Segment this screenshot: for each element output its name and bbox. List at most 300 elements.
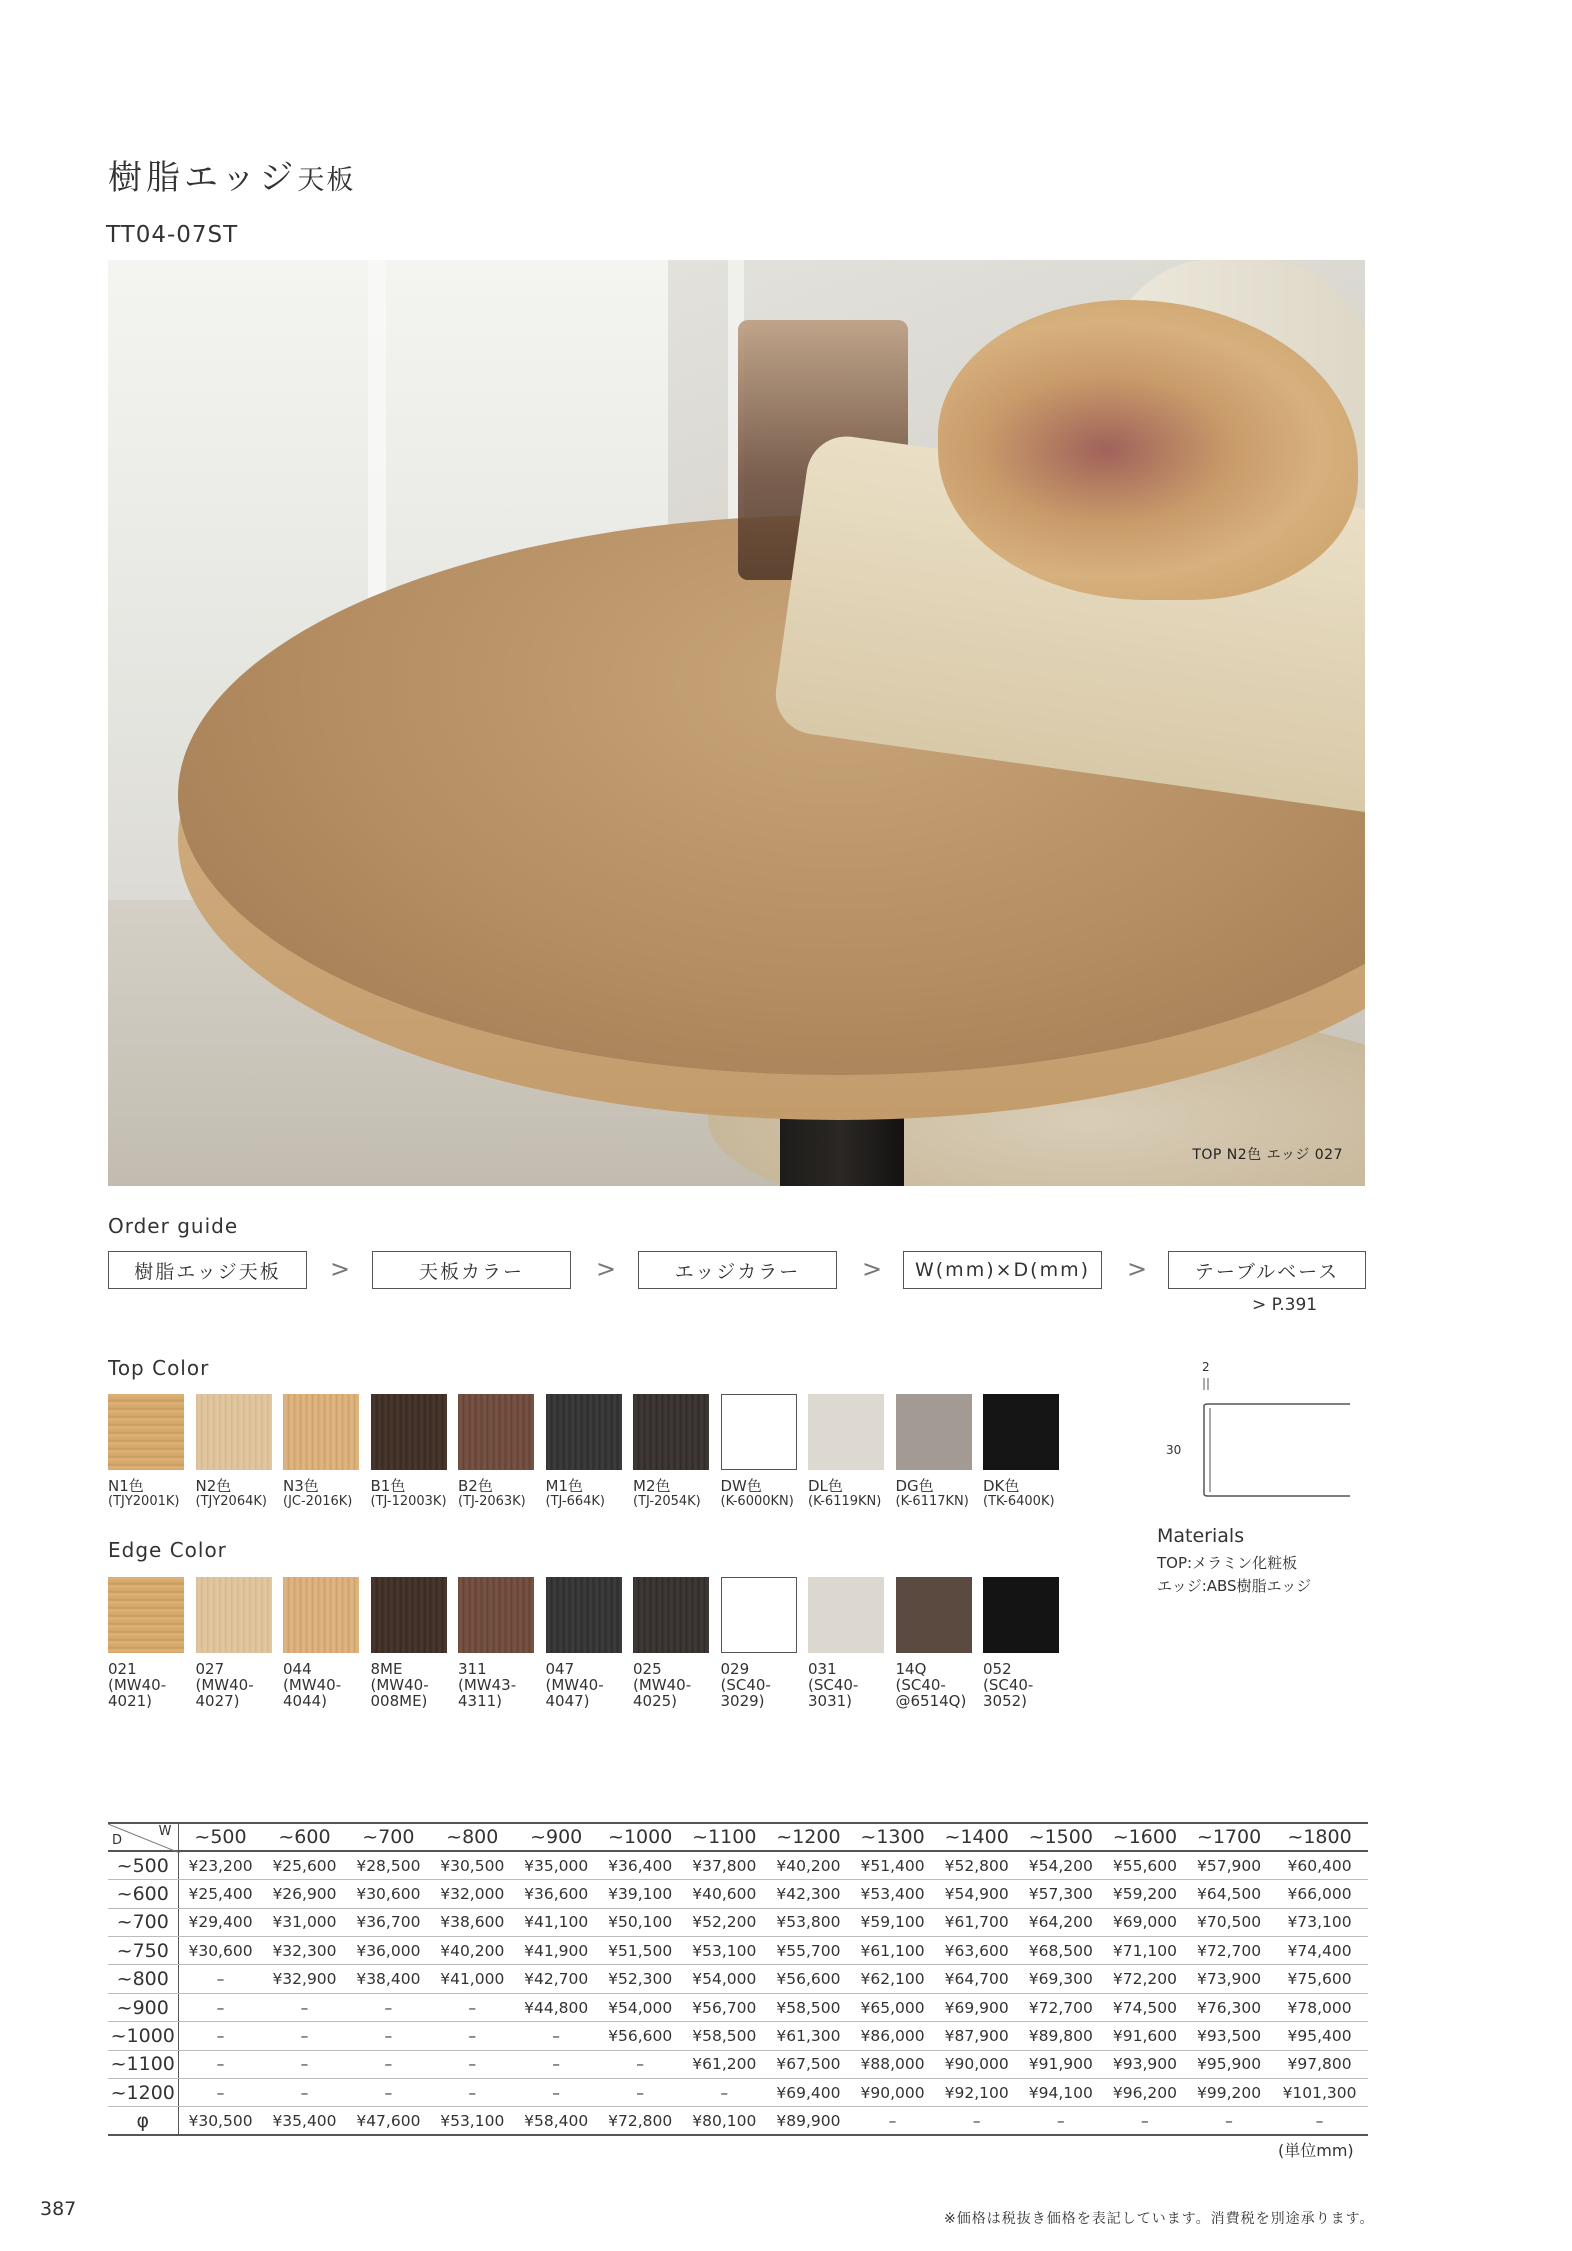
price-cell: ¥74,400 xyxy=(1271,1937,1368,1965)
column-header: ~1700 xyxy=(1187,1823,1271,1851)
row-header: ~1000 xyxy=(108,2022,178,2050)
price-cell: ¥91,600 xyxy=(1103,2022,1187,2050)
top-color-label-code: (TJ-2054K) xyxy=(633,1494,701,1509)
materials-top: TOP:メラミン化粧板 xyxy=(1157,1554,1298,1572)
price-cell: ¥35,000 xyxy=(514,1851,598,1879)
price-cell: ¥26,900 xyxy=(263,1880,347,1908)
row-header: ~1200 xyxy=(108,2079,178,2107)
title-main: 樹脂エッジ xyxy=(108,158,298,198)
price-cell: ¥70,500 xyxy=(1187,1908,1271,1936)
top-color-label-name: DG色 xyxy=(895,1477,934,1495)
price-cell: – xyxy=(346,2079,430,2107)
table-row xyxy=(108,1880,1368,1908)
price-cell: ¥44,800 xyxy=(514,1993,598,2021)
price-cell: ¥89,900 xyxy=(766,2107,850,2135)
edge-color-swatch xyxy=(283,1577,359,1653)
top-color-label-code: (K-6000KN) xyxy=(720,1494,794,1509)
top-color-label xyxy=(371,1478,461,1510)
price-cell: – xyxy=(1187,2107,1271,2135)
price-cell: ¥80,100 xyxy=(682,2107,766,2135)
edge-profile-diagram xyxy=(1160,1360,1360,1510)
price-cell: – xyxy=(263,2050,347,2078)
top-color-label-name: M1色 xyxy=(545,1477,583,1495)
edge-color-label-l2: (MW43- xyxy=(458,1676,517,1694)
tax-footnote: ※価格は税抜き価格を表記しています。消費税を別途承ります。 xyxy=(944,2211,1375,2227)
table-row xyxy=(108,1993,1368,2021)
price-cell: ¥58,400 xyxy=(514,2107,598,2135)
price-cell: ¥101,300 xyxy=(1271,2079,1368,2107)
top-color-label-code: (K-6119KN) xyxy=(808,1494,882,1509)
edge-color-label-l1: 031 xyxy=(808,1660,837,1678)
price-cell: ¥95,400 xyxy=(1271,2022,1368,2050)
order-guide-title: Order guide xyxy=(108,1214,239,1238)
price-cell: ¥69,400 xyxy=(766,2079,850,2107)
edge-color-label-l3: 4025) xyxy=(633,1692,678,1710)
page-title xyxy=(108,150,355,199)
edge-color-label-l1: 027 xyxy=(195,1660,225,1678)
edge-color-label-l3: 3052) xyxy=(983,1692,1028,1710)
column-header: ~1500 xyxy=(1019,1823,1103,1851)
price-cell: ¥53,100 xyxy=(682,1937,766,1965)
price-cell: ¥96,200 xyxy=(1103,2079,1187,2107)
price-cell: ¥35,400 xyxy=(263,2107,347,2135)
table-row xyxy=(108,2079,1368,2107)
chevron-right-icon: > xyxy=(1127,1255,1148,1283)
edge-color-label-l3: 4047) xyxy=(545,1692,590,1710)
price-cell: ¥28,500 xyxy=(346,1851,430,1879)
corner-d-label: D xyxy=(112,1833,123,1849)
column-header: ~1600 xyxy=(1103,1823,1187,1851)
table-row xyxy=(108,2022,1368,2050)
row-header: ~600 xyxy=(108,1880,178,1908)
column-header: ~600 xyxy=(263,1823,347,1851)
top-color-label-code: (TJY2001K) xyxy=(108,1494,180,1509)
price-table-header xyxy=(108,1823,1368,1851)
edge-color-swatch xyxy=(721,1577,797,1653)
edge-color-label-l3: 4021) xyxy=(108,1692,153,1710)
edge-color-swatch xyxy=(896,1577,972,1653)
top-color-label xyxy=(896,1478,986,1510)
price-cell: ¥42,300 xyxy=(766,1880,850,1908)
top-color-label-code: (TJ-12003K) xyxy=(370,1494,447,1509)
price-cell: – xyxy=(346,2022,430,2050)
edge-color-label-l3: 4311) xyxy=(458,1692,503,1710)
price-cell: ¥76,300 xyxy=(1187,1993,1271,2021)
title-small: 天板 xyxy=(297,165,356,196)
price-cell: ¥38,400 xyxy=(346,1965,430,1993)
top-color-swatch xyxy=(808,1394,884,1470)
column-header: ~1400 xyxy=(935,1823,1019,1851)
edge-color-label-l2: (SC40- xyxy=(720,1676,771,1694)
price-cell: ¥32,300 xyxy=(263,1937,347,1965)
price-cell: ¥58,500 xyxy=(682,2022,766,2050)
top-color-label-name: DK色 xyxy=(983,1477,1020,1495)
chevron-right-icon: > xyxy=(596,1255,617,1283)
table-row xyxy=(108,2107,1368,2135)
edge-color-label xyxy=(283,1661,373,1709)
price-cell: ¥63,600 xyxy=(935,1937,1019,1965)
top-color-label-name: N1色 xyxy=(108,1477,144,1495)
price-cell: ¥25,600 xyxy=(263,1851,347,1879)
price-cell: ¥30,500 xyxy=(178,2107,263,2135)
price-cell: ¥67,500 xyxy=(766,2050,850,2078)
price-cell: ¥55,600 xyxy=(1103,1851,1187,1879)
top-color-swatch xyxy=(721,1394,797,1470)
top-color-label-name: B1色 xyxy=(370,1477,406,1495)
row-header: ~750 xyxy=(108,1937,178,1965)
price-cell: ¥86,000 xyxy=(850,2022,934,2050)
price-cell: – xyxy=(1271,2107,1368,2135)
edge-color-label-l3: 3031) xyxy=(808,1692,853,1710)
column-header: ~1300 xyxy=(850,1823,934,1851)
table-row xyxy=(108,1965,1368,1993)
model-number: TT04-07ST xyxy=(106,222,239,248)
price-cell: ¥66,000 xyxy=(1271,1880,1368,1908)
page-reference: > P.391 xyxy=(1252,1295,1318,1315)
price-cell: ¥78,000 xyxy=(1271,1993,1368,2021)
corner-w-label: W xyxy=(158,1824,172,1839)
column-header: ~1100 xyxy=(682,1823,766,1851)
top-color-swatch xyxy=(546,1394,622,1470)
price-cell: ¥41,100 xyxy=(514,1908,598,1936)
row-header: ~1100 xyxy=(108,2050,178,2078)
edge-color-swatch xyxy=(108,1577,184,1653)
price-cell: – xyxy=(430,2022,514,2050)
edge-color-label-l2: (SC40- xyxy=(808,1676,859,1694)
edge-color-swatch xyxy=(371,1577,447,1653)
top-color-label-name: N2色 xyxy=(195,1477,232,1495)
price-cell: ¥89,800 xyxy=(1019,2022,1103,2050)
column-header: ~500 xyxy=(178,1823,263,1851)
price-cell: ¥36,400 xyxy=(598,1851,682,1879)
edge-color-label-l1: 311 xyxy=(458,1660,487,1678)
price-cell: ¥53,800 xyxy=(766,1908,850,1936)
row-header: ~500 xyxy=(108,1851,178,1879)
table-row xyxy=(108,1937,1368,1965)
price-cell: – xyxy=(1019,2107,1103,2135)
price-cell: ¥64,700 xyxy=(935,1965,1019,1993)
top-color-label-code: (TJY2064K) xyxy=(195,1494,267,1509)
price-cell: – xyxy=(430,2050,514,2078)
price-cell: ¥59,200 xyxy=(1103,1880,1187,1908)
row-header: ~700 xyxy=(108,1908,178,1936)
price-cell: – xyxy=(263,1993,347,2021)
edge-color-label xyxy=(196,1661,286,1709)
price-cell: – xyxy=(598,2079,682,2107)
price-cell: – xyxy=(346,2050,430,2078)
price-cell: ¥61,100 xyxy=(850,1937,934,1965)
column-header: ~900 xyxy=(514,1823,598,1851)
materials-edge: エッジ:ABS樹脂エッジ xyxy=(1157,1577,1312,1595)
price-cell: ¥64,200 xyxy=(1019,1908,1103,1936)
edge-color-label-l2: (MW40- xyxy=(108,1676,167,1694)
price-cell: ¥53,100 xyxy=(430,2107,514,2135)
edge-color-label xyxy=(896,1661,986,1709)
table-corner xyxy=(108,1823,178,1851)
price-cell: ¥61,700 xyxy=(935,1908,1019,1936)
price-cell: ¥90,000 xyxy=(935,2050,1019,2078)
top-color-swatch xyxy=(458,1394,534,1470)
price-cell: – xyxy=(263,2079,347,2107)
edge-color-label-l3: 4044) xyxy=(283,1692,328,1710)
price-cell: – xyxy=(430,2079,514,2107)
top-color-swatch xyxy=(983,1394,1059,1470)
price-cell: – xyxy=(935,2107,1019,2135)
price-cell: ¥92,100 xyxy=(935,2079,1019,2107)
edge-color-swatch xyxy=(458,1577,534,1653)
top-color-label-code: (JC-2016K) xyxy=(283,1494,353,1509)
price-cell: ¥61,300 xyxy=(766,2022,850,2050)
unit-note: (単位mm) xyxy=(1278,2141,1354,2160)
price-cell: ¥32,000 xyxy=(430,1880,514,1908)
price-cell: – xyxy=(598,2050,682,2078)
edge-color-label xyxy=(633,1661,723,1709)
edge-color-label-l1: 044 xyxy=(283,1660,312,1678)
materials-title: Materials xyxy=(1157,1525,1245,1547)
price-cell: ¥56,600 xyxy=(598,2022,682,2050)
price-cell: ¥69,000 xyxy=(1103,1908,1187,1936)
table-row xyxy=(108,2050,1368,2078)
edge-color-label xyxy=(546,1661,636,1709)
top-color-swatch xyxy=(196,1394,272,1470)
order-step-1: 樹脂エッジ天板 xyxy=(108,1251,307,1289)
edge-color-label-l1: 8ME xyxy=(370,1660,403,1678)
price-cell: ¥39,100 xyxy=(598,1880,682,1908)
top-color-swatch xyxy=(371,1394,447,1470)
top-color-label xyxy=(983,1478,1073,1510)
top-color-label xyxy=(721,1478,811,1510)
price-cell: ¥71,100 xyxy=(1103,1937,1187,1965)
top-color-swatch xyxy=(108,1394,184,1470)
edge-color-label xyxy=(458,1661,548,1709)
top-color-label-name: M2色 xyxy=(633,1477,671,1495)
top-color-label-code: (K-6117KN) xyxy=(895,1494,969,1509)
order-step-2: 天板カラー xyxy=(372,1251,571,1289)
price-cell: – xyxy=(430,1993,514,2021)
edge-color-swatch xyxy=(196,1577,272,1653)
column-header: ~800 xyxy=(430,1823,514,1851)
row-header: ~900 xyxy=(108,1993,178,2021)
price-cell: ¥36,700 xyxy=(346,1908,430,1936)
edge-color-label-l1: 14Q xyxy=(895,1660,927,1678)
edge-color-label-l2: (MW40- xyxy=(370,1676,429,1694)
price-cell: – xyxy=(178,2079,263,2107)
price-cell: ¥52,300 xyxy=(598,1965,682,1993)
price-cell: ¥30,600 xyxy=(178,1937,263,1965)
edge-color-label-l2: (SC40- xyxy=(895,1676,946,1694)
edge-color-label xyxy=(721,1661,811,1709)
price-cell: ¥72,700 xyxy=(1019,1993,1103,2021)
edge-color-label-l2: (SC40- xyxy=(983,1676,1034,1694)
column-header: ~1000 xyxy=(598,1823,682,1851)
price-cell: – xyxy=(178,1965,263,1993)
edge-color-swatch xyxy=(983,1577,1059,1653)
price-cell: – xyxy=(178,2022,263,2050)
price-cell: ¥57,900 xyxy=(1187,1851,1271,1879)
top-color-label xyxy=(458,1478,548,1510)
edge-color-label xyxy=(983,1661,1073,1709)
edge-color-label-l2: (MW40- xyxy=(545,1676,604,1694)
edge-color-label-l3: 3029) xyxy=(720,1692,765,1710)
top-color-label xyxy=(108,1478,198,1510)
top-color-label-code: (TJ-2063K) xyxy=(458,1494,526,1509)
profile-height-label: 30 xyxy=(1166,1443,1182,1457)
table-row xyxy=(108,1851,1368,1879)
price-cell: – xyxy=(178,1993,263,2021)
price-cell: ¥94,100 xyxy=(1019,2079,1103,2107)
price-cell: ¥57,300 xyxy=(1019,1880,1103,1908)
price-cell: ¥99,200 xyxy=(1187,2079,1271,2107)
profile-thickness-label: 2 xyxy=(1202,1360,1210,1374)
edge-color-label xyxy=(808,1661,898,1709)
top-color-label xyxy=(808,1478,898,1510)
chevron-right-icon: > xyxy=(862,1255,883,1283)
price-cell: ¥54,200 xyxy=(1019,1851,1103,1879)
price-cell: ¥95,900 xyxy=(1187,2050,1271,2078)
price-cell: ¥38,600 xyxy=(430,1908,514,1936)
price-cell: ¥93,500 xyxy=(1187,2022,1271,2050)
edge-color-label-l3: @6514Q) xyxy=(895,1692,967,1710)
price-cell: ¥32,900 xyxy=(263,1965,347,1993)
price-cell: ¥64,500 xyxy=(1187,1880,1271,1908)
price-cell: – xyxy=(263,2022,347,2050)
edge-color-label-l2: (MW40- xyxy=(283,1676,342,1694)
price-cell: ¥37,800 xyxy=(682,1851,766,1879)
edge-color-swatch xyxy=(808,1577,884,1653)
row-header: φ xyxy=(108,2107,178,2135)
price-cell: ¥88,000 xyxy=(850,2050,934,2078)
edge-color-label-l1: 029 xyxy=(720,1660,750,1678)
price-cell: ¥36,000 xyxy=(346,1937,430,1965)
price-cell: ¥73,900 xyxy=(1187,1965,1271,1993)
price-cell: ¥90,000 xyxy=(850,2079,934,2107)
price-cell: ¥41,000 xyxy=(430,1965,514,1993)
column-header: ~1800 xyxy=(1271,1823,1368,1851)
top-color-swatch xyxy=(896,1394,972,1470)
price-cell: – xyxy=(514,2050,598,2078)
price-cell: ¥51,500 xyxy=(598,1937,682,1965)
edge-color-label-l1: 052 xyxy=(983,1660,1012,1678)
price-cell: ¥56,700 xyxy=(682,1993,766,2021)
column-header: ~1200 xyxy=(766,1823,850,1851)
top-color-label-name: DL色 xyxy=(808,1477,843,1495)
order-step-4: W(mm)×D(mm) xyxy=(903,1251,1102,1289)
price-cell: ¥29,400 xyxy=(178,1908,263,1936)
price-cell: – xyxy=(346,1993,430,2021)
price-cell: ¥25,400 xyxy=(178,1880,263,1908)
price-cell: ¥50,100 xyxy=(598,1908,682,1936)
price-cell: ¥40,600 xyxy=(682,1880,766,1908)
edge-color-label-l3: 008ME) xyxy=(370,1692,428,1710)
edge-color-label xyxy=(371,1661,461,1709)
price-cell: ¥72,700 xyxy=(1187,1937,1271,1965)
price-cell: ¥60,400 xyxy=(1271,1851,1368,1879)
top-color-label xyxy=(283,1478,373,1510)
price-cell: ¥51,400 xyxy=(850,1851,934,1879)
price-cell: – xyxy=(514,2079,598,2107)
edge-color-label-l2: (MW40- xyxy=(633,1676,692,1694)
price-cell: ¥52,800 xyxy=(935,1851,1019,1879)
price-cell: – xyxy=(1103,2107,1187,2135)
top-color-label-code: (TJ-664K) xyxy=(545,1494,605,1509)
price-cell: ¥87,900 xyxy=(935,2022,1019,2050)
edge-color-label-l1: 025 xyxy=(633,1660,662,1678)
price-cell: ¥69,900 xyxy=(935,1993,1019,2021)
edge-color-title: Edge Color xyxy=(108,1538,227,1562)
price-cell: ¥72,200 xyxy=(1103,1965,1187,1993)
price-cell: ¥65,000 xyxy=(850,1993,934,2021)
price-cell: – xyxy=(178,2050,263,2078)
chevron-right-icon: > xyxy=(330,1255,351,1283)
edge-color-label xyxy=(108,1661,198,1709)
top-color-swatch xyxy=(633,1394,709,1470)
top-color-label xyxy=(196,1478,286,1510)
top-color-title: Top Color xyxy=(108,1356,210,1380)
price-cell: ¥31,000 xyxy=(263,1908,347,1936)
edge-color-label-l3: 4027) xyxy=(195,1692,240,1710)
edge-color-label-l1: 021 xyxy=(108,1660,137,1678)
price-cell: ¥56,600 xyxy=(766,1965,850,1993)
price-cell: ¥55,700 xyxy=(766,1937,850,1965)
price-cell: ¥47,600 xyxy=(346,2107,430,2135)
top-color-label-name: B2色 xyxy=(458,1477,493,1495)
edge-color-label-l1: 047 xyxy=(545,1660,575,1678)
price-table xyxy=(108,1822,1368,2136)
price-cell: ¥40,200 xyxy=(430,1937,514,1965)
price-cell: ¥91,900 xyxy=(1019,2050,1103,2078)
price-cell: ¥23,200 xyxy=(178,1851,263,1879)
price-cell: ¥53,400 xyxy=(850,1880,934,1908)
price-cell: ¥72,800 xyxy=(598,2107,682,2135)
price-cell: ¥58,500 xyxy=(766,1993,850,2021)
order-step-3: エッジカラー xyxy=(638,1251,837,1289)
top-color-label xyxy=(546,1478,636,1510)
price-cell: ¥97,800 xyxy=(1271,2050,1368,2078)
edge-color-swatch xyxy=(633,1577,709,1653)
price-cell: ¥30,500 xyxy=(430,1851,514,1879)
price-cell: ¥54,000 xyxy=(598,1993,682,2021)
row-header: ~800 xyxy=(108,1965,178,1993)
price-cell: ¥62,100 xyxy=(850,1965,934,1993)
order-step-5: テーブルベース xyxy=(1168,1251,1366,1289)
column-header: ~700 xyxy=(346,1823,430,1851)
photo-caption: TOP N2色 エッジ 027 xyxy=(1192,1147,1343,1163)
table-row xyxy=(108,1908,1368,1936)
page-number: 387 xyxy=(40,2198,77,2220)
price-table-body xyxy=(108,1851,1368,2135)
price-cell: ¥42,700 xyxy=(514,1965,598,1993)
price-cell: ¥36,600 xyxy=(514,1880,598,1908)
top-color-swatch xyxy=(283,1394,359,1470)
price-cell: ¥74,500 xyxy=(1103,1993,1187,2021)
price-cell: ¥40,200 xyxy=(766,1851,850,1879)
top-color-label-name: N3色 xyxy=(283,1477,319,1495)
price-cell: ¥54,000 xyxy=(682,1965,766,1993)
product-photo xyxy=(108,260,1365,1186)
price-cell: ¥75,600 xyxy=(1271,1965,1368,1993)
price-cell: ¥52,200 xyxy=(682,1908,766,1936)
top-color-label-code: (TK-6400K) xyxy=(983,1494,1055,1509)
edge-color-label-l2: (MW40- xyxy=(195,1676,254,1694)
top-color-label xyxy=(633,1478,723,1510)
price-cell: ¥73,100 xyxy=(1271,1908,1368,1936)
price-cell: ¥93,900 xyxy=(1103,2050,1187,2078)
price-cell: ¥68,500 xyxy=(1019,1937,1103,1965)
price-cell: ¥59,100 xyxy=(850,1908,934,1936)
top-color-label-name: DW色 xyxy=(720,1477,762,1495)
edge-color-swatch xyxy=(546,1577,622,1653)
price-cell: ¥69,300 xyxy=(1019,1965,1103,1993)
